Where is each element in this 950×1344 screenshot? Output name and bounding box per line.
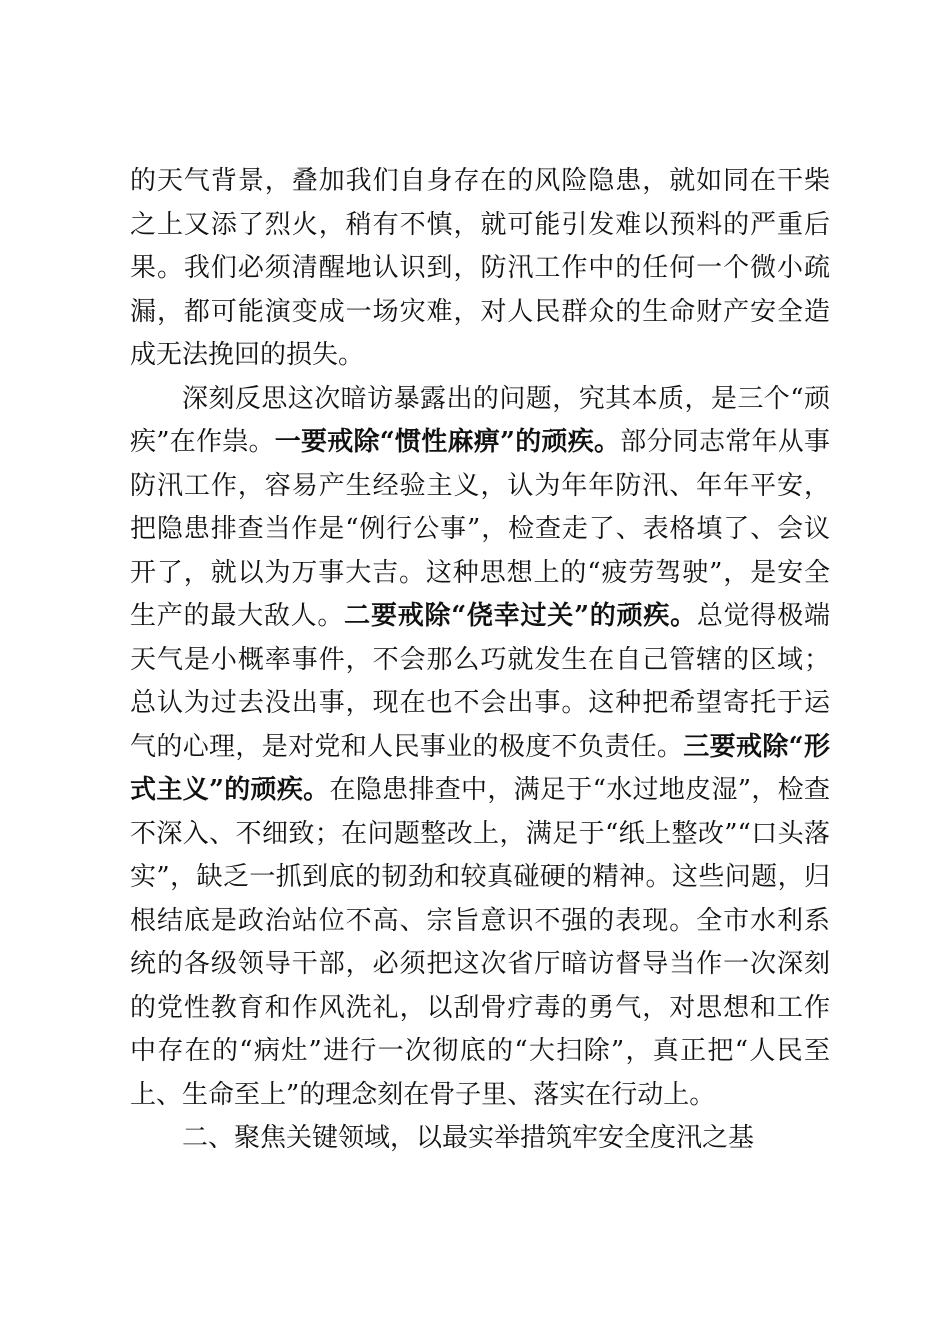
paragraph-continuation: 的天气背景，叠加我们自身存在的风险隐患，就如同在干柴之上又添了烈火，稍有不慎，就可能引发难以预料的严重后果。我们必须清醒地认识到，防汛工作中的任何一个微小疏漏，都可能演变成一场灾难，对人民群众的生命财产安全造成无法挽回的损失。 [130, 166, 830, 370]
point1-text: 部分同志常年从事防汛工作，容易产生经验主义，认为年年防汛、年年平安，把隐患排查当作是“例行公事”，检查走了、表格填了、会议开了，就以为万事大吉。这种思想上的“疲劳驾驶”，是安全生产的最大敌人。 [130, 427, 830, 631]
point3-text: 在隐患排查中，满足于“水过地皮湿”，检查不深入、不细致；在问题整改上，满足于“纸上整改”“口头落实”，缺乏一抓到底的韧劲和较真碰硬的精神。这些问题，归根结底是政治站位不高、宗旨意识不强的表现。全市水利系统的各级领导干部，必须把这次省厅暗访督导当作一次深刻的党性教育和作风洗礼，以刮骨疗毒的勇气，对思想和工作中存在的“病灶”进行一次彻底的“大扫除”，真正把“人民至上、生命至上”的理念刻在骨子里、落实在行动上。 [130, 775, 830, 1110]
section-heading: 二、聚焦关键领域，以最实举措筑牢安全度汛之基 [182, 1123, 755, 1153]
document-body [130, 160, 830, 1161]
point2-text: 总觉得极端天气是小概率事件，不会那么巧就发生在自己管辖的区域；总认为过去没出事，现在也不会出事。这种把希望寄托于运气的心理，是对党和人民事业的极度不负责任。 [130, 601, 830, 762]
point3-title: 三要戒除“形式主义”的顽疾。 [130, 731, 830, 805]
reflection-intro: 深刻反思这次暗访暴露出的问题，究其本质，是三个“顽疾”在作祟。 [130, 383, 830, 457]
paragraph-reflection [130, 378, 830, 1118]
point1-title: 一要戒除“惯性麻痹”的顽疾。 [274, 427, 621, 457]
point2-title: 二要戒除“侥幸过关”的顽疾。 [344, 601, 697, 631]
